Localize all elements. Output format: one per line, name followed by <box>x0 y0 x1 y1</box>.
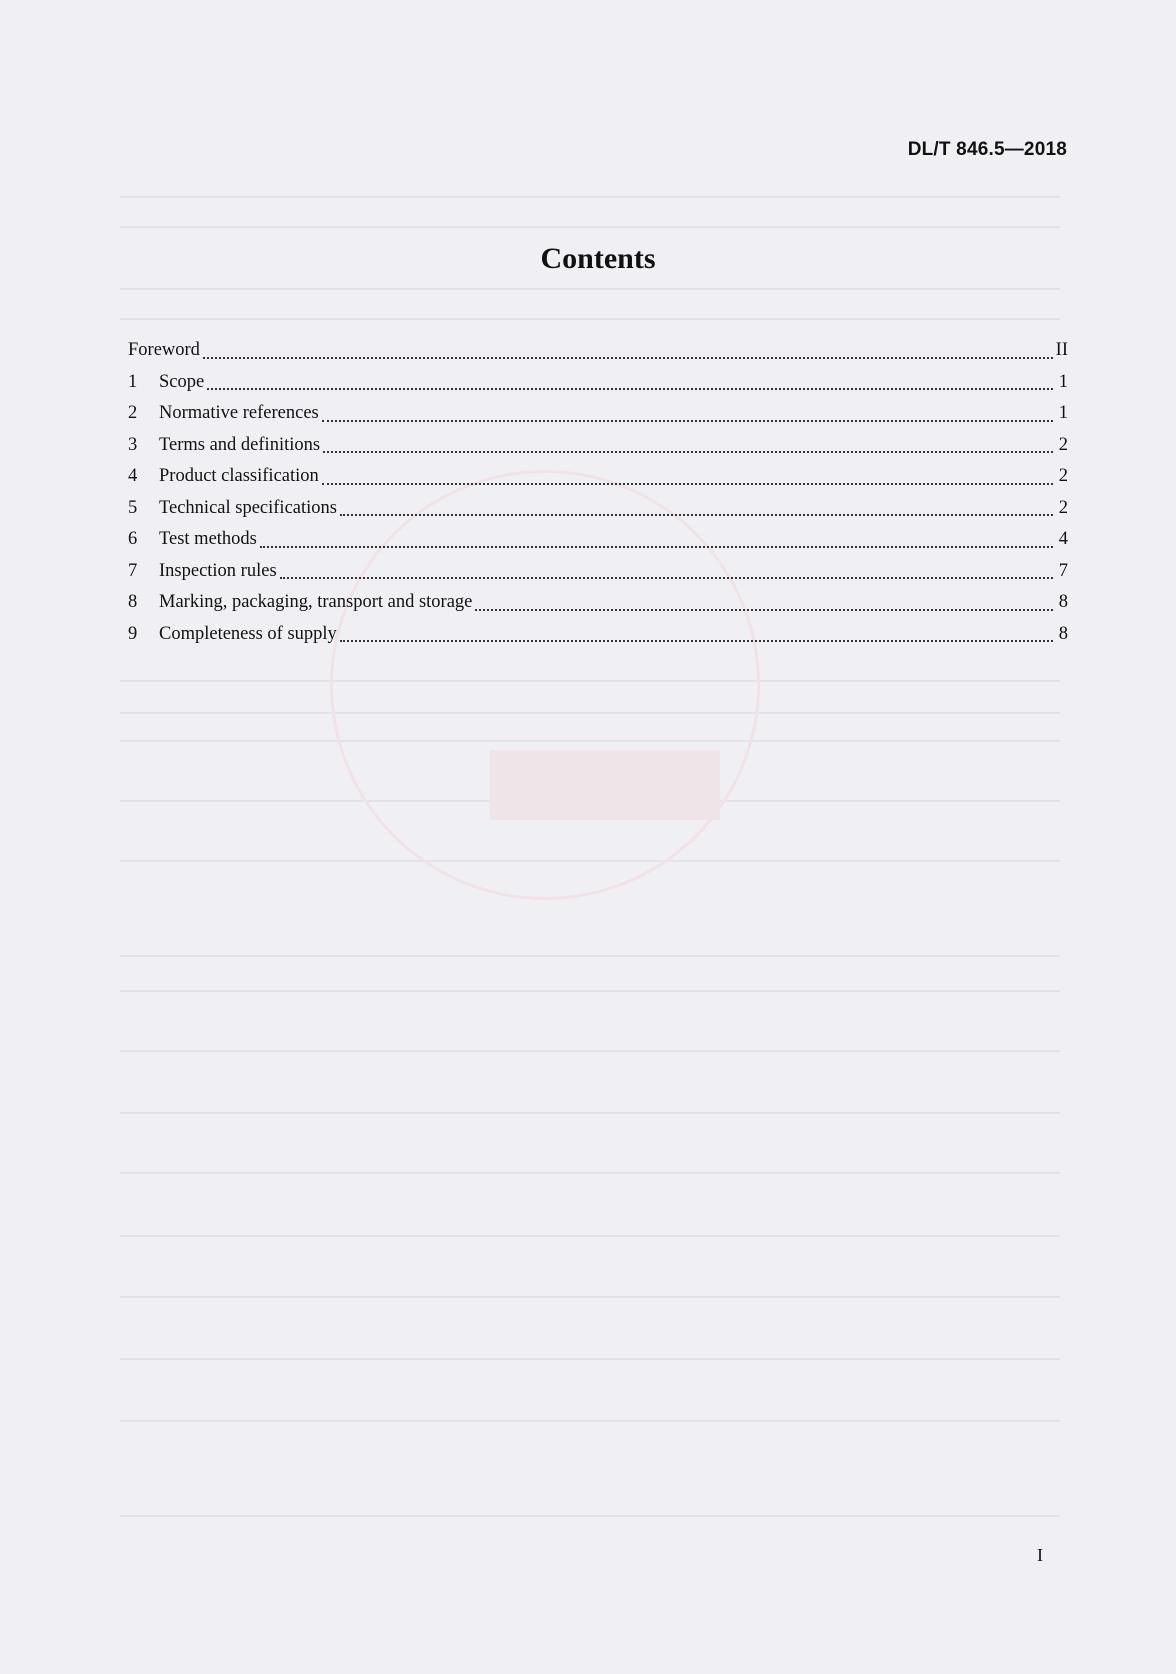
toc-entry[interactable] <box>128 524 1068 556</box>
bleed-through-line <box>120 1235 1060 1237</box>
page-number: I <box>1037 1545 1043 1565</box>
toc-entry[interactable] <box>128 398 1068 430</box>
bleed-through-line <box>120 1296 1060 1298</box>
toc-entry-page: 4 <box>1058 529 1068 549</box>
page-title: Contents <box>540 242 656 275</box>
toc-entry-title: Inspection rules <box>159 560 277 581</box>
toc-entry-number: 6 <box>128 529 138 549</box>
toc-leader-dots <box>203 357 1053 359</box>
toc-leader-dots <box>280 577 1053 579</box>
toc-entry-page: 2 <box>1058 466 1068 486</box>
bleed-through-line <box>120 226 1060 228</box>
toc-entry[interactable] <box>128 493 1068 525</box>
toc-leader-dots <box>322 483 1053 485</box>
toc-entry-title: Terms and definitions <box>159 434 321 455</box>
bleed-through-line <box>120 1358 1060 1360</box>
toc-entry-page: 8 <box>1058 592 1068 612</box>
bleed-through-line <box>120 1172 1060 1174</box>
toc-entry-page: 2 <box>1058 497 1068 518</box>
bleed-through-line <box>120 990 1060 992</box>
toc-entry-page: 7 <box>1058 560 1068 581</box>
toc-entry-number: 2 <box>128 403 138 423</box>
toc-entry-page: II <box>1055 340 1068 360</box>
toc-entry-title: Marking, packaging, transport and storage <box>159 592 473 612</box>
document-code: DL/T 846.5—2018 <box>907 139 1067 160</box>
bleed-through-line <box>120 1050 1060 1052</box>
toc-leader-dots <box>340 640 1053 642</box>
toc-leader-dots <box>340 514 1053 516</box>
toc-entry-title: Technical specifications <box>159 497 337 518</box>
toc-entry[interactable] <box>128 619 1068 651</box>
toc-entry-number: 3 <box>128 434 138 455</box>
toc-entry-title: Normative references <box>159 403 319 423</box>
toc-entry[interactable] <box>128 556 1068 588</box>
bleed-through-line <box>120 955 1060 957</box>
toc-entry[interactable] <box>128 430 1068 462</box>
toc-entry[interactable] <box>128 367 1068 399</box>
toc-entry-number: 9 <box>128 623 138 644</box>
toc-entry-page: 1 <box>1058 403 1068 423</box>
bleed-through-line <box>120 1515 1060 1517</box>
toc-entry-page: 2 <box>1058 434 1068 455</box>
toc-leader-dots <box>260 546 1053 548</box>
bleed-through-line <box>120 318 1060 320</box>
toc-leader-dots <box>323 451 1053 453</box>
toc-entry-title: Foreword <box>128 340 200 360</box>
bleed-through-line <box>120 1420 1060 1422</box>
bleed-through-line <box>120 288 1060 290</box>
table-of-contents <box>128 335 1068 650</box>
toc-entry-number: 5 <box>128 497 138 518</box>
toc-entry-title: Product classification <box>159 466 319 486</box>
bleed-through-stamp-mark <box>490 750 720 820</box>
toc-entry-title: Test methods <box>159 529 257 549</box>
toc-entry[interactable] <box>128 587 1068 619</box>
bleed-through-line <box>120 1112 1060 1114</box>
toc-leader-dots <box>207 388 1053 390</box>
bleed-through-line <box>120 196 1060 198</box>
toc-entry-number: 7 <box>128 560 138 581</box>
toc-entry-number: 4 <box>128 466 138 486</box>
toc-entry[interactable] <box>128 461 1068 493</box>
toc-entry-number: 8 <box>128 592 138 612</box>
toc-entry-number: 1 <box>128 371 138 392</box>
toc-leader-dots <box>475 609 1053 611</box>
toc-entry-page: 1 <box>1058 371 1068 392</box>
toc-entry-page: 8 <box>1058 623 1068 644</box>
toc-leader-dots <box>322 420 1053 422</box>
toc-entry-title: Scope <box>159 371 205 392</box>
toc-entry[interactable] <box>128 335 1068 367</box>
toc-entry-title: Completeness of supply <box>159 623 337 644</box>
